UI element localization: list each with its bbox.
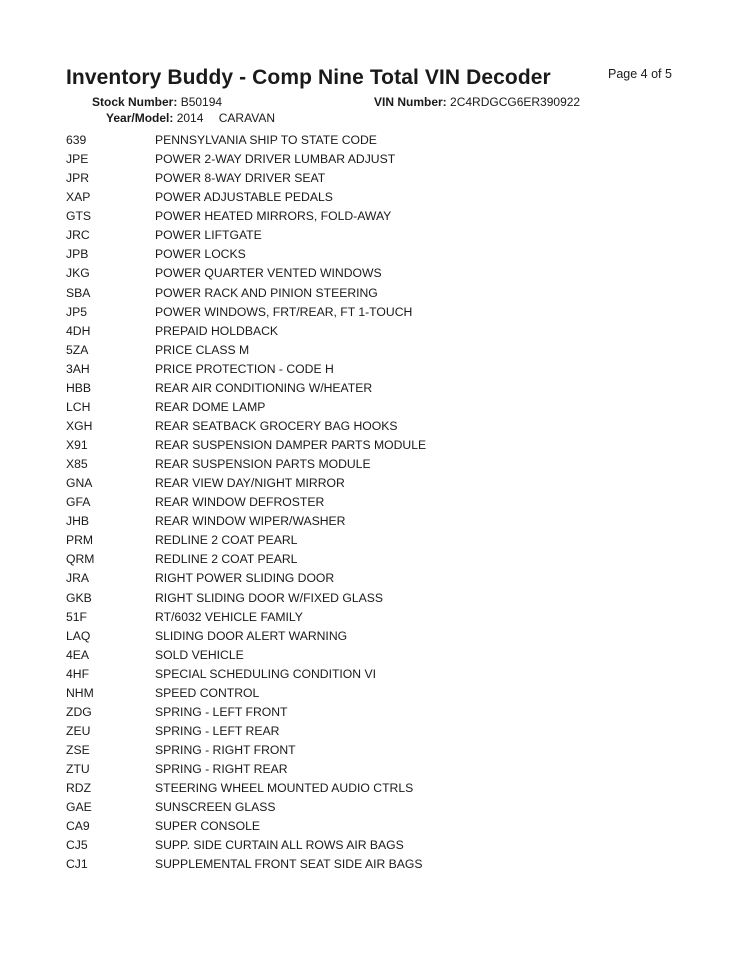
option-description: POWER ADJUSTABLE PEDALS [155, 190, 333, 205]
list-item [0, 226, 742, 245]
option-description: SPRING - RIGHT FRONT [155, 743, 296, 757]
year-value: 2014 [176, 111, 204, 125]
option-description: SUPP. SIDE CURTAIN ALL ROWS AIR BAGS [155, 838, 404, 853]
option-description: SPRING - LEFT FRONT [155, 704, 288, 719]
option-code: GTS [66, 209, 92, 224]
list-item [0, 550, 742, 569]
option-description: POWER 2-WAY DRIVER LUMBAR ADJUST [155, 152, 396, 167]
list-item [0, 589, 742, 608]
option-code: JPE [66, 152, 89, 167]
option-code: JRA [66, 571, 90, 586]
option-code: LAQ [66, 628, 91, 643]
list-item [0, 417, 742, 436]
list-item [0, 836, 742, 855]
option-code: ZTU [66, 762, 90, 777]
vin-number-value: 2C4RDGCG6ER390922 [450, 95, 581, 109]
list-item [0, 131, 742, 150]
option-code: JRC [66, 228, 90, 243]
list-item [0, 188, 742, 207]
list-item [0, 455, 742, 474]
option-description: POWER HEATED MIRRORS, FOLD-AWAY [155, 209, 392, 224]
list-item [0, 398, 742, 417]
option-description: POWER RACK AND PINION STEERING [155, 285, 378, 300]
option-code: GKB [66, 590, 92, 605]
option-code: ZEU [66, 723, 91, 738]
stock-number-field [92, 95, 222, 109]
option-description: SOLD VEHICLE [155, 647, 244, 662]
option-description: REAR DOME LAMP [155, 399, 266, 414]
stock-number-label: Stock Number: [92, 95, 178, 109]
option-description: POWER 8-WAY DRIVER SEAT [155, 171, 326, 186]
option-description: REAR WINDOW DEFROSTER [155, 495, 325, 510]
option-description: PENNSYLVANIA SHIP TO STATE CODE [155, 133, 377, 147]
option-description: SPRING - LEFT REAR [155, 723, 280, 738]
option-code: 4EA [66, 647, 90, 662]
option-description: POWER QUARTER VENTED WINDOWS [155, 266, 382, 281]
option-description: SUPPLEMENTAL FRONT SEAT SIDE AIR BAGS [155, 857, 423, 872]
list-item [0, 703, 742, 722]
option-code: NHM [66, 685, 94, 700]
option-description: REAR AIR CONDITIONING W/HEATER [155, 380, 373, 395]
list-item [0, 150, 742, 169]
option-description: SPEED CONTROL [155, 685, 260, 700]
option-description: REAR SEATBACK GROCERY BAG HOOKS [155, 418, 398, 433]
list-item [0, 722, 742, 741]
option-code: 639 [66, 133, 87, 147]
vin-number-label: VIN Number: [374, 95, 447, 109]
option-code: X85 [66, 457, 88, 472]
list-item [0, 817, 742, 836]
year-model-label: Year/Model: [106, 111, 174, 125]
option-description: REAR SUSPENSION PARTS MODULE [155, 457, 371, 472]
list-item [0, 169, 742, 188]
option-description: STEERING WHEEL MOUNTED AUDIO CTRLS [155, 781, 414, 796]
list-item [0, 436, 742, 455]
page-number: Page 4 of 5 [608, 67, 672, 81]
option-code: XAP [66, 190, 91, 205]
list-item [0, 665, 742, 684]
option-code: 51F [66, 609, 88, 624]
option-description: POWER WINDOWS, FRT/REAR, FT 1-TOUCH [155, 304, 413, 319]
vin-number-field [374, 95, 580, 109]
list-item [0, 322, 742, 341]
option-code: ZDG [66, 704, 92, 719]
option-code: CJ5 [66, 838, 88, 853]
option-description: REDLINE 2 COAT PEARL [155, 533, 298, 548]
option-description: SUPER CONSOLE [155, 819, 260, 834]
document-title: Inventory Buddy - Comp Nine Total VIN Decoder [66, 66, 551, 89]
list-item [0, 684, 742, 703]
option-code: QRM [66, 552, 95, 567]
option-description: REAR WINDOW WIPER/WASHER [155, 514, 346, 529]
stock-number-value: B50194 [180, 95, 223, 109]
option-code: GNA [66, 476, 93, 491]
option-description: POWER LIFTGATE [155, 228, 262, 243]
year-model-field [106, 111, 275, 125]
list-item [0, 627, 742, 646]
list-item [0, 779, 742, 798]
option-code: X91 [66, 438, 88, 452]
option-code: JPB [66, 247, 89, 262]
list-item [0, 608, 742, 627]
option-code: 4HF [66, 666, 90, 681]
list-item [0, 531, 742, 550]
option-code: JPR [66, 171, 90, 186]
list-item [0, 855, 742, 874]
list-item [0, 474, 742, 493]
option-description: SLIDING DOOR ALERT WARNING [155, 628, 348, 643]
option-description: RT/6032 VEHICLE FAMILY [155, 609, 303, 624]
list-item [0, 741, 742, 760]
option-code: 4DH [66, 323, 91, 338]
option-description: REAR SUSPENSION DAMPER PARTS MODULE [155, 438, 427, 452]
option-code: JKG [66, 266, 90, 281]
option-description: SPRING - RIGHT REAR [155, 762, 288, 777]
option-description: RIGHT SLIDING DOOR W/FIXED GLASS [155, 590, 383, 605]
option-code: ZSE [66, 743, 90, 757]
option-description: POWER LOCKS [155, 247, 246, 262]
option-code: GFA [66, 495, 91, 510]
list-item [0, 798, 742, 817]
option-code: LCH [66, 399, 91, 414]
option-code: RDZ [66, 781, 92, 796]
list-item [0, 207, 742, 226]
option-code: HBB [66, 380, 92, 395]
option-description: SUNSCREEN GLASS [155, 800, 276, 815]
model-value: CARAVAN [218, 111, 275, 125]
option-code: JP5 [66, 304, 88, 319]
option-description: PRICE PROTECTION - CODE H [155, 361, 334, 376]
list-item [0, 284, 742, 303]
option-description: REAR VIEW DAY/NIGHT MIRROR [155, 476, 345, 491]
list-item [0, 646, 742, 665]
list-item [0, 303, 742, 322]
option-code: CJ1 [66, 857, 88, 872]
list-item [0, 264, 742, 283]
option-code: JHB [66, 514, 90, 529]
option-code: 3AH [66, 361, 90, 376]
option-description: PREPAID HOLDBACK [155, 323, 279, 338]
list-item [0, 512, 742, 531]
list-item [0, 379, 742, 398]
option-code: PRM [66, 533, 94, 548]
list-item [0, 341, 742, 360]
list-item [0, 360, 742, 379]
option-code: 5ZA [66, 342, 89, 357]
list-item [0, 569, 742, 588]
option-code: XGH [66, 418, 93, 433]
option-code: CA9 [66, 819, 90, 834]
option-code: SBA [66, 285, 91, 300]
list-item [0, 760, 742, 779]
option-code-list [0, 131, 742, 874]
option-description: SPECIAL SCHEDULING CONDITION VI [155, 666, 376, 681]
option-description: RIGHT POWER SLIDING DOOR [155, 571, 335, 586]
list-item [0, 493, 742, 512]
list-item [0, 245, 742, 264]
option-description: PRICE CLASS M [155, 342, 250, 357]
option-description: REDLINE 2 COAT PEARL [155, 552, 298, 567]
option-code: GAE [66, 800, 92, 815]
